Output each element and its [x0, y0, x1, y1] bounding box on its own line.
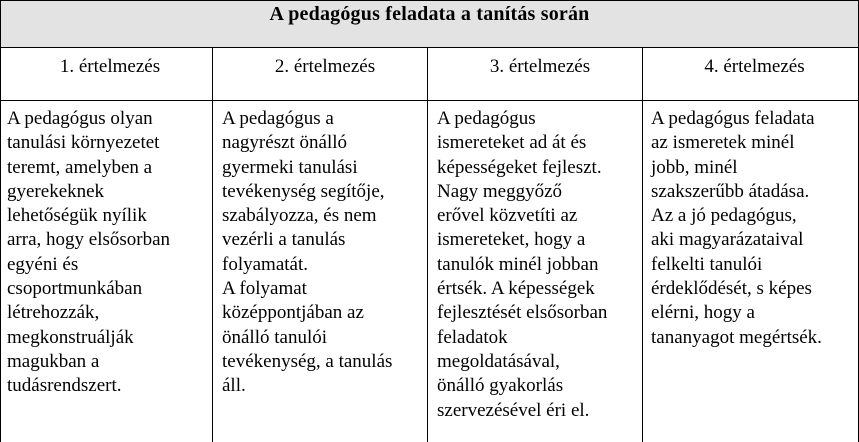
body-cell-2: A pedagógus a nagyrészt önálló gyermeki tanulási tevékenység segítője, szabályozza, és nem vezérli a tanulás folyamatát. A folyamat középpontjában az önálló tanulói tevékenység, a tanulás áll. [222, 108, 393, 397]
header-cell-1: 1. értelmezés [59, 56, 161, 77]
table-title-row [0, 0, 859, 48]
column-divider-2 [427, 48, 428, 442]
table-body-row [0, 101, 859, 442]
column-divider-3 [642, 48, 643, 442]
body-cell-3: A pedagógus ismereteket ad át és képességeket fejleszt. Nagy meggyőző erővel közvetíti az ismereteket, hogy a tanulók minél jobban értsék. A képességek fejlesztését elsősorban feladatok megoldatásával, önálló gyakorlás szervezésével éri el. [437, 108, 608, 421]
header-cell-2: 2. értelmezés [274, 56, 376, 77]
body-cell-1: A pedagógus olyan tanulási környezetet teremt, amelyben a gyerekeknek lehetőségük nyílik arra, hogy elsősorban egyéni és csoportmunkában létrehozzák, megkonstruálják magukban a tudásrendszert. [7, 108, 171, 397]
header-cell-3: 3. értelmezés [489, 56, 591, 77]
column-divider-1 [212, 48, 213, 442]
table-title: A pedagógus feladata a tanítás során [269, 3, 590, 25]
table-header-row [0, 48, 859, 100]
header-cell-4: 4. értelmezés [704, 56, 805, 77]
body-cell-4: A pedagógus feladata az ismeretek minél jobb, minél szakszerűbb átadása. Az a jó pedagógus, aki magyarázataival felkelti tanulói érdeklődését, s képes elérni, hogy a tananyagot megértsék. [651, 108, 822, 348]
